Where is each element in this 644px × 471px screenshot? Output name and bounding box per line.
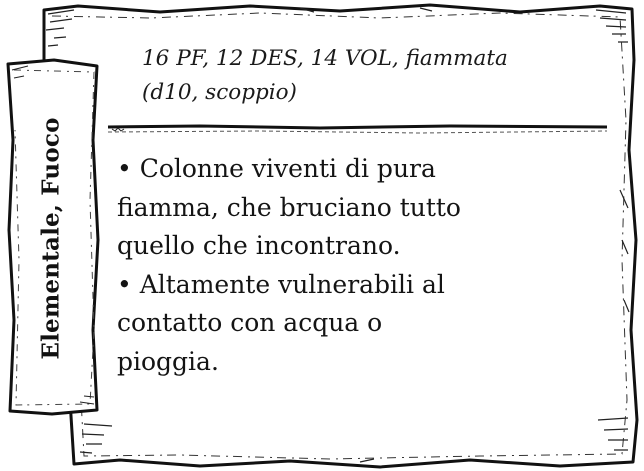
monster-stats [142,42,612,110]
description-line: pioggia. [117,346,219,376]
stats-line-1: 16 PF, 12 DES, 14 VOL, fiammata [142,46,508,71]
description-line: fiamma, che bruciano tutto [117,192,461,222]
description-line: • Altamente vulnerabili al [117,269,445,299]
monster-name: Elementale, Fuoco [37,116,65,360]
description-line: contatto con acqua o [117,308,383,337]
description-line: quello che incontrano. [117,231,401,260]
monster-description [117,150,607,381]
name-tab [12,62,90,414]
description-line: • Colonne viventi di pura [117,154,436,183]
stats-line-2: (d10, scoppio) [142,80,297,105]
